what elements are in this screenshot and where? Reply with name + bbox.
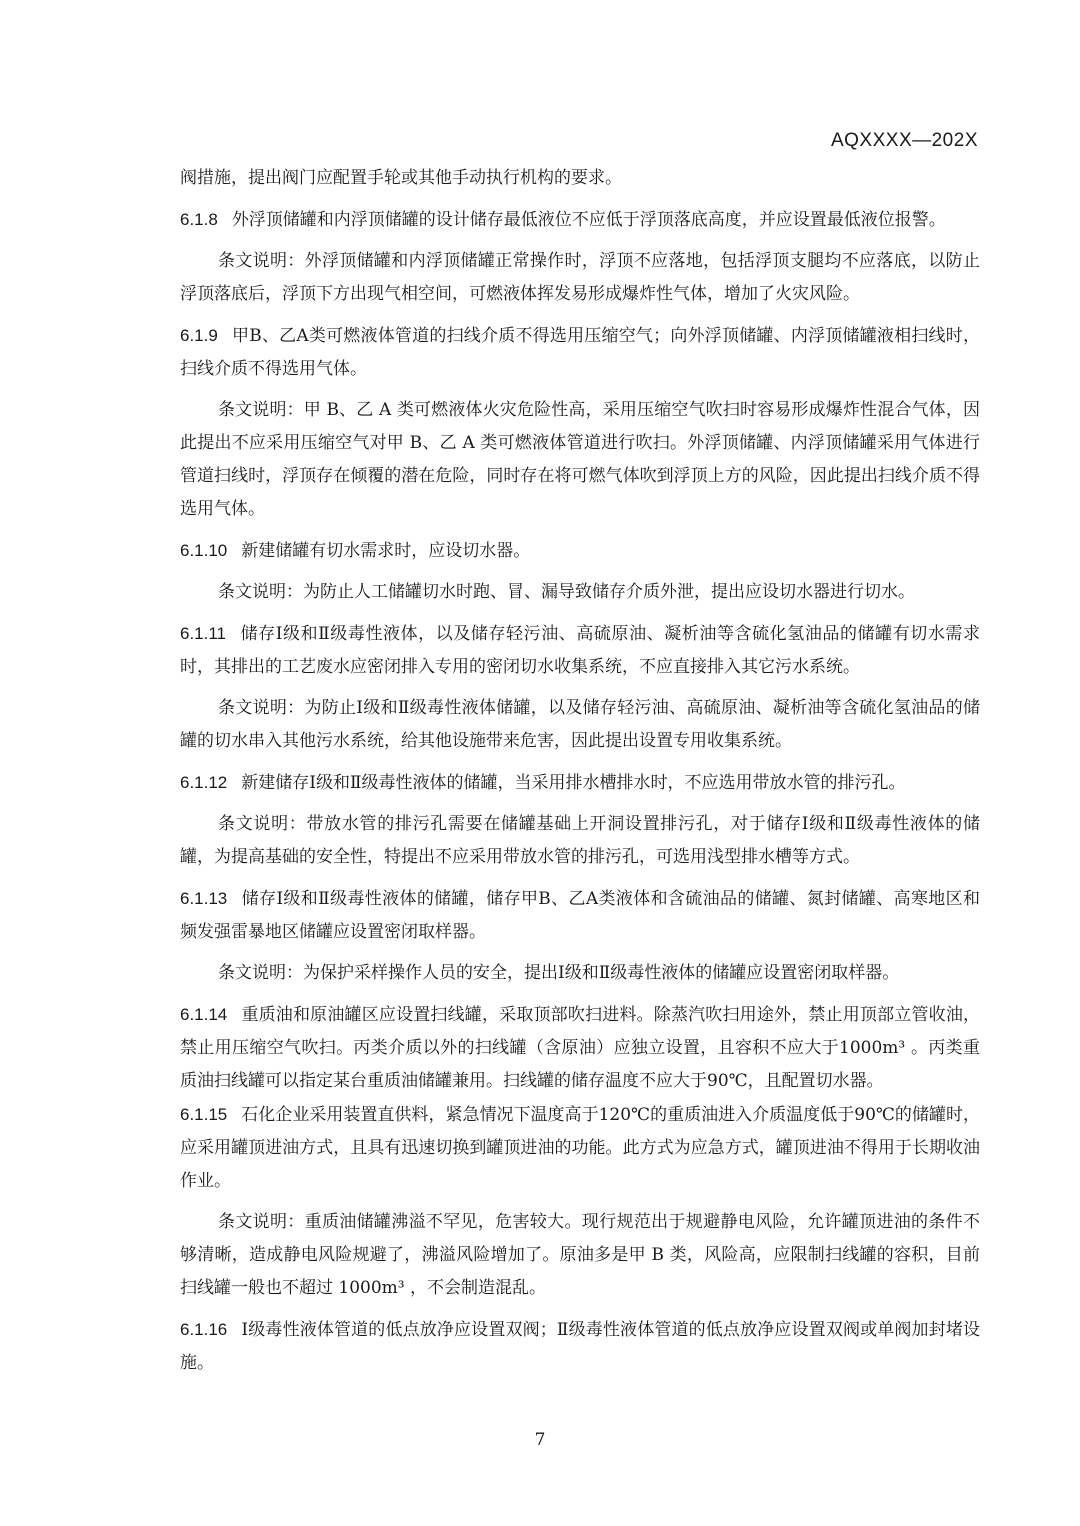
explanation-text: 条文说明：为保护采样操作人员的安全，提出Ⅰ级和Ⅱ级毒性液体的储罐应设置密闭取样器。 bbox=[218, 963, 900, 983]
clause-explanation bbox=[180, 692, 980, 758]
clause-text: 甲B、乙A类可燃液体管道的扫线介质不得选用压缩空气；向外浮顶储罐、内浮顶储罐液相扫线时，扫线介质不得选用气体。 bbox=[180, 326, 980, 379]
clause-explanation bbox=[180, 1206, 980, 1305]
explanation-text: 条文说明：甲 B、乙 A 类可燃液体火灾危险性高，采用压缩空气吹扫时容易形成爆炸性混合气体，因此提出不应采用压缩空气对甲 B、乙 A 类可燃液体管道进行吹扫。外浮顶储罐、内浮顶储罐采用气体进行管道扫线时，浮顶存在倾覆的潜在危险，同时存在将可燃气体吹到浮顶上方的风险，因此提出扫线介质不得选用气体。 bbox=[180, 400, 980, 519]
explanation-text: 条文说明：为防止人工储罐切水时跑、冒、漏导致储存介质外泄，提出应设切水器进行切水。 bbox=[218, 582, 915, 602]
clause bbox=[180, 203, 980, 237]
clause bbox=[180, 1098, 980, 1198]
clause-explanation bbox=[180, 245, 980, 311]
clause-explanation bbox=[180, 808, 980, 874]
clause-text: 新建储罐有切水需求时，应设切水器。 bbox=[241, 541, 531, 561]
clause-text: 储存Ⅰ级和Ⅱ级毒性液体的储罐，储存甲B、乙A类液体和含硫油品的储罐、氮封储罐、高寒地区和频发强雷暴地区储罐应设置密闭取样器。 bbox=[180, 889, 980, 942]
clause-explanation bbox=[180, 576, 980, 609]
clause-text: Ⅰ级毒性液体管道的低点放净应设置双阀；Ⅱ级毒性液体管道的低点放净应设置双阀或单阀加封堵设施。 bbox=[180, 1320, 980, 1373]
clause bbox=[180, 998, 980, 1098]
clause bbox=[180, 534, 980, 568]
page-number: 7 bbox=[534, 1430, 546, 1450]
clause-text: 外浮顶储罐和内浮顶储罐的设计储存最低液位不应低于浮顶落底高度，并应设置最低液位报警。 bbox=[231, 210, 946, 230]
clause-number: 6.1.13 bbox=[180, 889, 228, 908]
clause bbox=[180, 617, 980, 684]
clause-text: 石化企业采用装置直供料，紧急情况下温度高于120℃的重质油进入介质温度低于90℃的储罐时，应采用罐顶进油方式，且具有迅速切换到罐顶进油的功能。此方式为应急方式，罐顶进油不得用于长期收油作业。 bbox=[180, 1105, 980, 1191]
clause-number: 6.1.8 bbox=[180, 210, 218, 229]
paragraph-text: 阀措施，提出阀门应配置手轮或其他手动执行机构的要求。 bbox=[180, 168, 622, 188]
clause-number: 6.1.14 bbox=[180, 1005, 228, 1024]
explanation-text: 条文说明：带放水管的排污孔需要在储罐基础上开洞设置排污孔，对于储存Ⅰ级和Ⅱ级毒性液体的储罐，为提高基础的安全性，特提出不应采用带放水管的排污孔，可选用浅型排水槽等方式。 bbox=[180, 814, 980, 867]
clause-explanation bbox=[180, 957, 980, 990]
explanation-text: 条文说明：为防止Ⅰ级和Ⅱ级毒性液体储罐，以及储存轻污油、高硫原油、凝析油等含硫化氢油品的储罐的切水串入其他污水系统，给其他设施带来危害，因此提出设置专用收集系统。 bbox=[180, 698, 980, 751]
clause-number: 6.1.9 bbox=[180, 326, 218, 345]
clause-explanation bbox=[180, 394, 980, 526]
clause-number: 6.1.11 bbox=[180, 624, 227, 643]
clause-number: 6.1.12 bbox=[180, 773, 228, 792]
clause bbox=[180, 766, 980, 800]
clause bbox=[180, 319, 980, 386]
document-body bbox=[180, 162, 980, 1388]
clause-number: 6.1.15 bbox=[180, 1105, 228, 1124]
clause-text: 新建储存Ⅰ级和Ⅱ级毒性液体的储罐，当采用排水槽排水时，不应选用带放水管的排污孔。 bbox=[241, 773, 906, 793]
document-code: AQXXXX—202X bbox=[830, 130, 978, 151]
clause-text: 重质油和原油罐区应设置扫线罐，采取顶部吹扫进料。除蒸汽吹扫用途外，禁止用顶部立管收油，禁止用压缩空气吹扫。丙类介质以外的扫线罐（含原油）应独立设置，且容积不应大于1000m³ 。丙类重质油扫线罐可以指定某台重质油储罐兼用。扫线罐的储存温度不应大于90℃，且配置切水器。 bbox=[180, 1005, 980, 1091]
continued-text bbox=[180, 162, 980, 195]
explanation-text: 条文说明：重质油储罐沸溢不罕见，危害较大。现行规范出于规避静电风险，允许罐顶进油的条件不够清晰，造成静电风险规避了，沸溢风险增加了。原油多是甲 B 类，风险高，应限制扫线罐的容积，目前扫线罐一般也不超过 1000m³ ，不会制造混乱。 bbox=[180, 1212, 980, 1298]
clause bbox=[180, 1313, 980, 1380]
clause-number: 6.1.10 bbox=[180, 541, 228, 560]
clause bbox=[180, 882, 980, 949]
clause-text: 储存Ⅰ级和Ⅱ级毒性液体，以及储存轻污油、高硫原油、凝析油等含硫化氢油品的储罐有切水需求时，其排出的工艺废水应密闭排入专用的密闭切水收集系统，不应直接排入其它污水系统。 bbox=[180, 624, 980, 677]
clause-number: 6.1.16 bbox=[180, 1320, 228, 1339]
explanation-text: 条文说明：外浮顶储罐和内浮顶储罐正常操作时，浮顶不应落地，包括浮顶支腿均不应落底，以防止浮顶落底后，浮顶下方出现气相空间，可燃液体挥发易形成爆炸性气体，增加了火灾风险。 bbox=[180, 251, 980, 304]
